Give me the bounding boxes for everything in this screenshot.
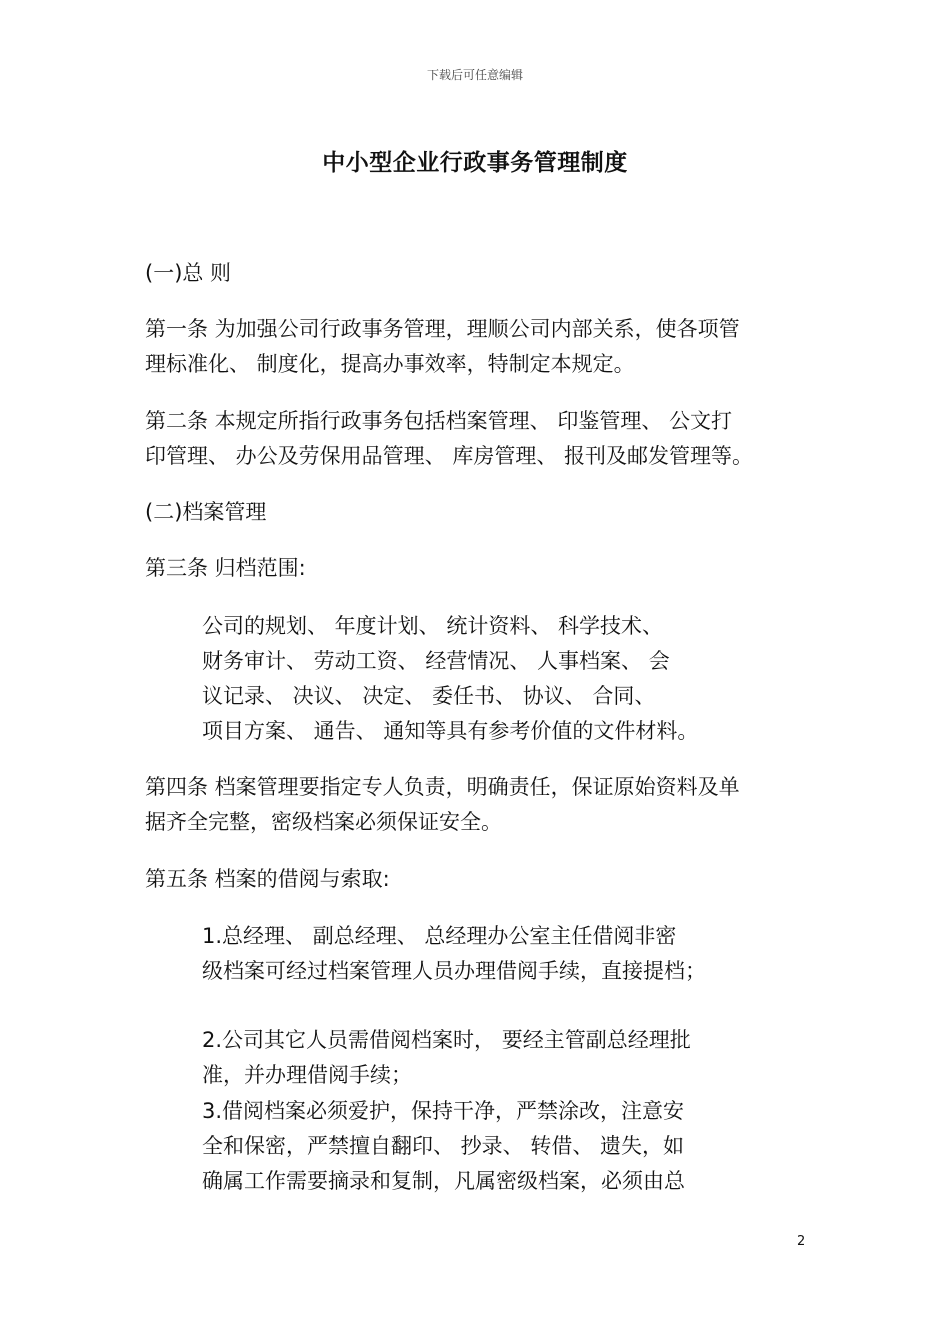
- indented-line: 准，并办理借阅手续；: [202, 1063, 412, 1087]
- indented-line: 级档案可经过档案管理人员办理借阅手续，直接提档；: [202, 959, 706, 983]
- document-title: 中小型企业行政事务管理制度: [322, 150, 628, 176]
- paragraph-line: 第一条 为加强公司行政事务管理，理顺公司内部关系，使各项管: [145, 317, 740, 341]
- paragraph-line: 第四条 档案管理要指定专人负责，明确责任，保证原始资料及单: [145, 775, 740, 799]
- indented-line: 确属工作需要摘录和复制，凡属密级档案，必须由总: [202, 1169, 685, 1193]
- indented-line: 3.借阅档案必须爱护，保持干净，严禁涂改，注意安: [202, 1099, 685, 1123]
- paragraph-line: 据齐全完整，密级档案必须保证安全。: [145, 810, 502, 834]
- indented-line: 1.总经理、 副总经理、 总经理办公室主任借阅非密: [202, 924, 677, 948]
- indented-line: 财务审计、 劳动工资、 经营情况、 人事档案、 会: [202, 649, 670, 673]
- indented-line: 2.公司其它人员需借阅档案时， 要经主管副总经理批: [202, 1028, 691, 1052]
- page-number: 2: [797, 1234, 806, 1249]
- section-heading-general: (一)总 则: [145, 261, 232, 285]
- indented-line: 议记录、 决议、 决定、 委任书、 协议、 合同、: [202, 684, 656, 708]
- paragraph-line: 第二条 本规定所指行政事务包括档案管理、 印鉴管理、 公文打: [145, 409, 733, 433]
- paragraph-line: 印管理、 办公及劳保用品管理、 库房管理、 报刊及邮发管理等。: [145, 444, 754, 468]
- paragraph-line: 第三条 归档范围:: [145, 556, 306, 580]
- indented-line: 全和保密，严禁擅自翻印、 抄录、 转借、 遗失，如: [202, 1134, 685, 1158]
- indented-line: 项目方案、 通告、 通知等具有参考价值的文件材料。: [202, 719, 699, 743]
- header-note: 下载后可任意编辑: [426, 68, 523, 82]
- paragraph-line: 第五条 档案的借阅与索取:: [145, 867, 390, 891]
- paragraph-line: 理标准化、 制度化，提高办事效率，特制定本规定。: [145, 352, 635, 376]
- section-heading-archives: (二)档案管理: [145, 500, 267, 524]
- indented-line: 公司的规划、 年度计划、 统计资料、 科学技术、: [202, 614, 664, 638]
